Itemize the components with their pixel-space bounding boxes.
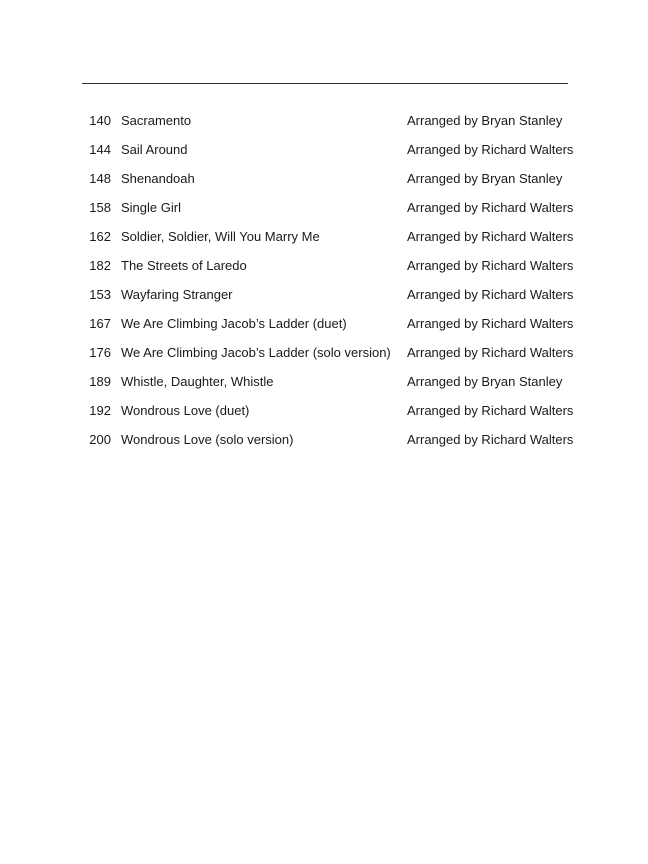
contents-entry [0,257,648,286]
arranger-credit: Arranged by Bryan Stanley [407,171,563,186]
song-title: Whistle, Daughter, Whistle [121,374,274,389]
arranger-credit: Arranged by Richard Walters [407,258,574,273]
contents-entry [0,431,648,460]
page-number: 189 [89,374,111,389]
song-title: Shenandoah [121,171,195,186]
page-number: 144 [89,142,111,157]
arranger-credit: Arranged by Richard Walters [407,142,574,157]
arranger-credit: Arranged by Bryan Stanley [407,113,563,128]
page-number: 148 [89,171,111,186]
song-title: We Are Climbing Jacob’s Ladder (duet) [121,316,347,331]
page-number: 158 [89,200,111,215]
contents-entry [0,141,648,170]
arranger-credit: Arranged by Richard Walters [407,432,574,447]
song-title: Wondrous Love (duet) [121,403,250,418]
contents-list [0,112,648,460]
contents-entry [0,344,648,373]
arranger-credit: Arranged by Richard Walters [407,316,574,331]
contents-entry [0,402,648,431]
contents-entry [0,315,648,344]
contents-entry [0,286,648,315]
song-title: Wondrous Love (solo version) [121,432,294,447]
arranger-credit: Arranged by Richard Walters [407,287,574,302]
song-title: The Streets of Laredo [121,258,247,273]
arranger-credit: Arranged by Bryan Stanley [407,374,563,389]
song-title: We Are Climbing Jacob’s Ladder (solo version) [121,345,391,360]
song-title: Sail Around [121,142,188,157]
contents-entry [0,170,648,199]
contents-entry [0,112,648,141]
contents-entry [0,199,648,228]
arranger-credit: Arranged by Richard Walters [407,403,574,418]
arranger-credit: Arranged by Richard Walters [407,229,574,244]
arranger-credit: Arranged by Richard Walters [407,200,574,215]
page-number: 192 [89,403,111,418]
song-title: Sacramento [121,113,192,128]
contents-entry [0,373,648,402]
song-title: Soldier, Soldier, Will You Marry Me [121,229,320,244]
arranger-credit: Arranged by Richard Walters [407,345,574,360]
page-number: 200 [89,432,111,447]
page-number: 162 [89,229,111,244]
contents-entry [0,228,648,257]
song-title: Wayfaring Stranger [121,287,233,302]
header-rule [82,83,568,84]
song-title: Single Girl [121,200,181,215]
page-number: 182 [89,258,111,273]
page-number: 167 [89,316,111,331]
page-number: 140 [89,113,111,128]
page-number: 153 [89,287,111,302]
page-number: 176 [89,345,111,360]
